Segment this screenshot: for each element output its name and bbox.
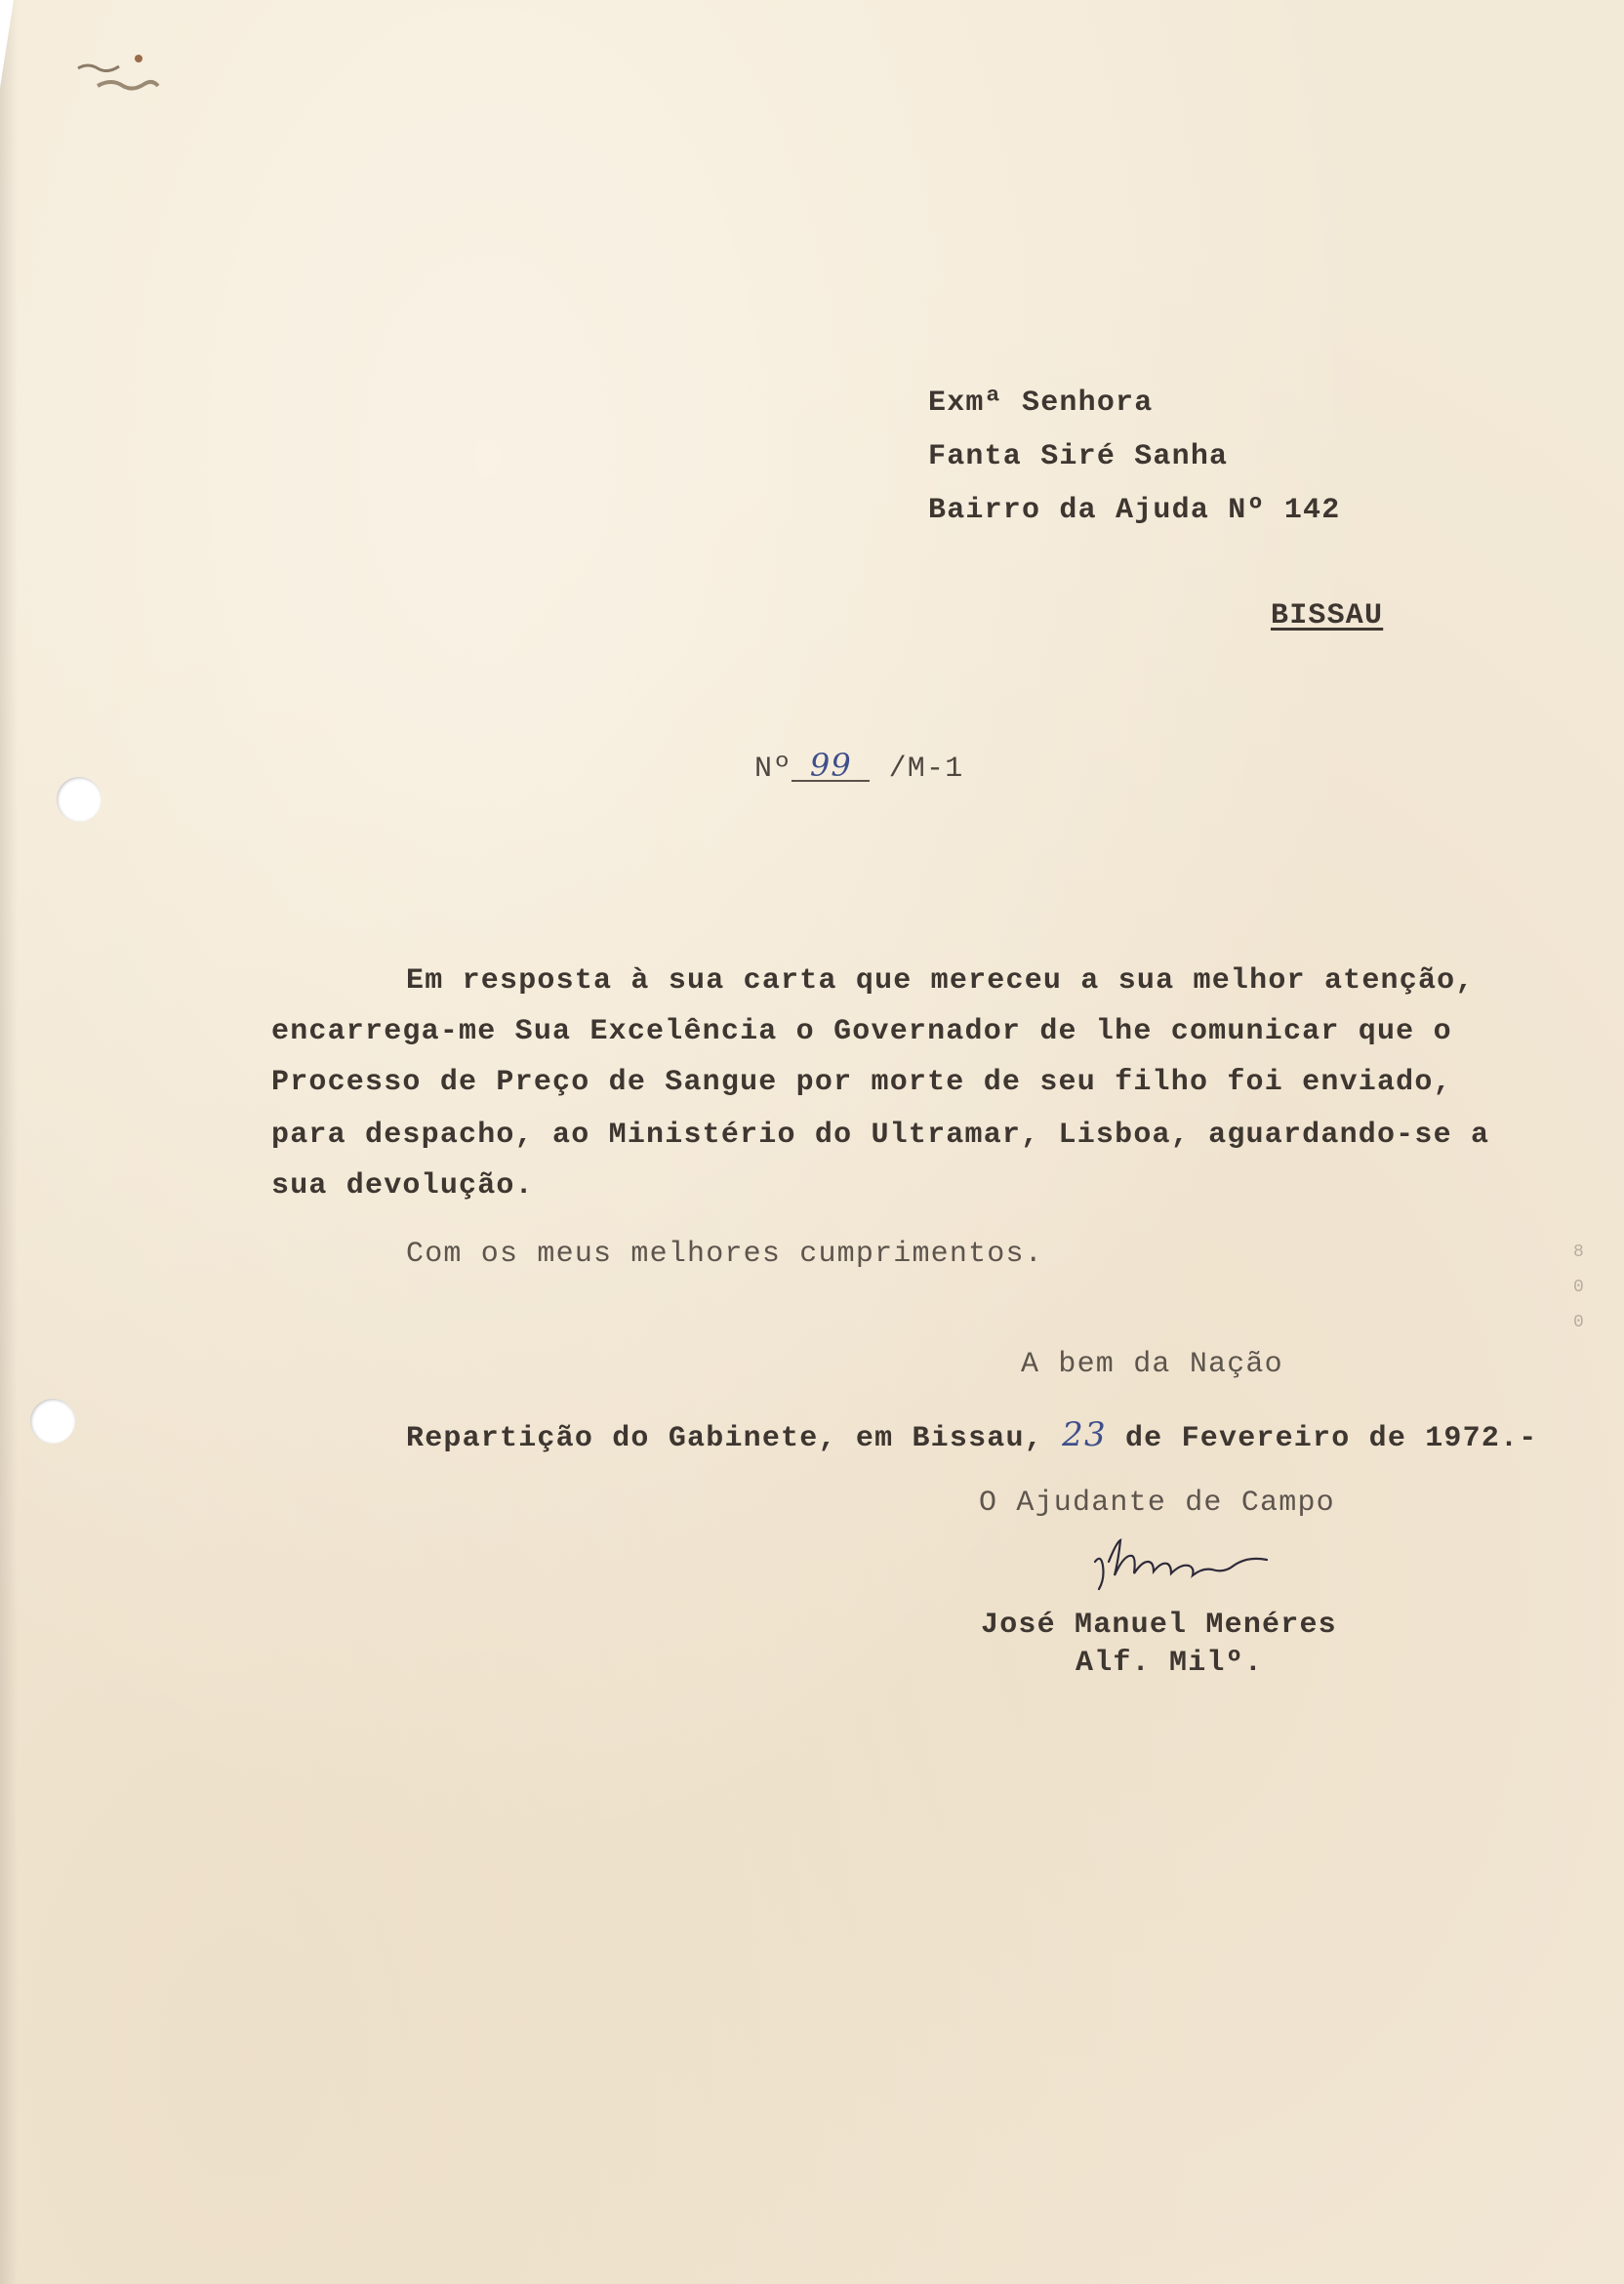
reference-suffix: /M-1 [870,753,964,786]
punch-hole-bottom [30,1399,75,1444]
date-text: de Fevereiro de 1972.- [1106,1422,1538,1455]
signer-role: O Ajudante de Campo [979,1487,1335,1520]
recipient-name: Fanta Siré Sanha [928,440,1229,473]
handwritten-day: 23 [1062,1415,1107,1454]
recipient-city: BISSAU [1271,599,1384,632]
corner-stain-mark [68,49,176,98]
reference-number [754,747,964,786]
signer-name: José Manuel Menéres [981,1609,1337,1642]
body-line: encarrega-me Sua Excelência o Governador de lhe comunicar que o [271,1015,1452,1048]
body-line: Em resposta à sua carta que mereceu a sua melhor atenção, [406,964,1475,998]
body-line: para despacho, ao Ministério do Ultramar, Lisboa, aguardando-se a [271,1119,1490,1152]
place-text: Repartição do Gabinete, em Bissau, [406,1422,1063,1455]
body-line: sua devolução. [271,1169,534,1203]
recipient-address: Bairro da Ajuda Nº 142 [928,494,1341,527]
recipient-salutation: Exmª Senhora [928,387,1154,420]
punch-hole-top [57,777,102,822]
margin-faint-marks: 8 0 0 [1573,1243,1584,1332]
signer-rank: Alf. Milº. [1076,1647,1264,1680]
body-line: Processo de Preço de Sangue por morte de seu filho foi enviado, [271,1066,1452,1099]
handwritten-signature [1091,1532,1306,1601]
torn-corner [0,0,14,88]
reference-prefix: Nº [754,753,792,786]
place-and-date [406,1415,1537,1455]
closing-line: Com os meus melhores cumprimentos. [406,1238,1043,1271]
motto: A bem da Nação [1021,1348,1283,1381]
page-edge-shadow [0,0,18,2284]
reference-handwritten-number: 99 [792,751,870,782]
